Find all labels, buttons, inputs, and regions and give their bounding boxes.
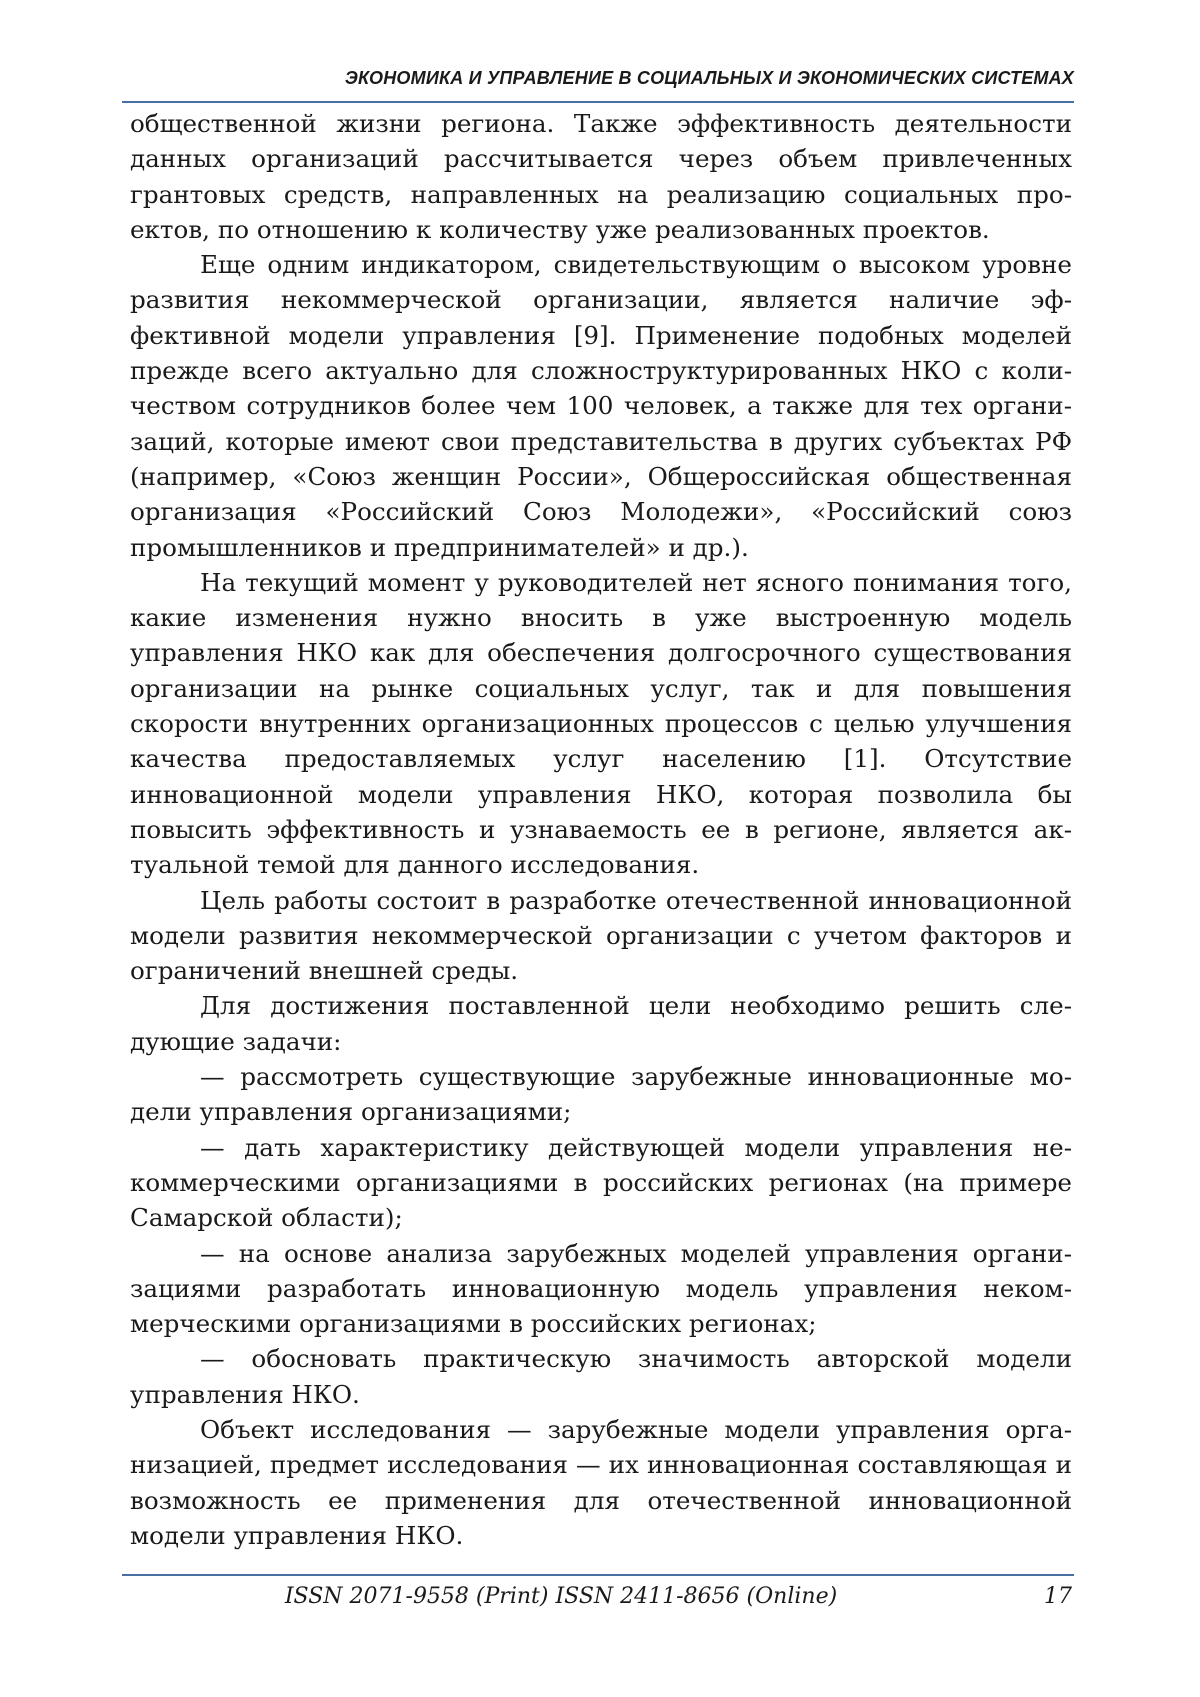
footer-divider [122, 1574, 1074, 1576]
footer-issn: ISSN 2071-9558 (Print) ISSN 2411-8656 (Online) [130, 1584, 992, 1609]
paragraph: На текущий момент у руководителей нет ясного понимания того, какие изменения нужно вносить в уже выстроенную модель управления НКО как для обеспечения долгосрочного существова­ния организации на рынке социальных услуг, так и для повышения скорости внутренних организационных процессов с целью улучше­ния качества предоставляемых услуг населению [1]. Отсутствие инновационной модели управления НКО, которая позволила бы повысить эффективность и узнаваемость ее в регионе, является ак­туальной темой для данного исследования. [130, 565, 1072, 883]
running-header: ЭКОНОМИКА И УПРАВЛЕНИЕ В СОЦИАЛЬНЫХ И ЭКОНОМИЧЕСКИХ СИСТЕМАХ [128, 68, 1074, 89]
article-body [130, 106, 1072, 1553]
header-divider [122, 101, 1074, 103]
page-number: 17 [1000, 1584, 1072, 1609]
list-item: — на основе анализа зарубежных моделей управления органи­зациями разработать инновационную модель управления неком­мерческими организациями в российских регионах; [130, 1236, 1072, 1342]
paragraph-continuation: общественной жизни региона. Также эффективность деятельности данных организаций рассчитывается через объем привлеченных грантовых средств, направленных на реализацию социальных про­ектов, по отношению к количеству уже реализованных проектов. [130, 106, 1072, 247]
list-item: — обосновать практическую значимость авторской модели управления НКО. [130, 1341, 1072, 1412]
list-item: — рассмотреть существующие зарубежные инновационные мо­дели управления организациями; [130, 1059, 1072, 1130]
paragraph: Еще одним индикатором, свидетельствующим о высоком уров­не развития некоммерческой организации, является наличие эф­фективной модели управления [9]. Применение подобных моделей прежде всего актуально для сложноструктурированных НКО с коли­чеством сотрудников более чем 100 человек, а также для тех органи­заций, которые имеют свои представительства в других субъектах РФ (например, «Союз женщин России», Общероссийская обществен­ная организация «Российский Союз Молодежи», «Российский союз промышленников и предпринимателей» и др.). [130, 247, 1072, 565]
paragraph: Объект исследования — зарубежные модели управления орга­низацией, предмет исследования — их инновационная составляю­щая и возможность ее применения для отечественной инновацион­ной модели управления НКО. [130, 1412, 1072, 1553]
paragraph: Для достижения поставленной цели необходимо решить сле­дующие задачи: [130, 988, 1072, 1059]
paragraph: Цель работы состоит в разработке отечественной инноваци­онной модели развития некоммерческой организации с учетом факторов и ограничений внешней среды. [130, 883, 1072, 989]
list-item: — дать характеристику действующей модели управления не­коммерческими организациями в российских регионах (на примере Самарской области); [130, 1130, 1072, 1236]
